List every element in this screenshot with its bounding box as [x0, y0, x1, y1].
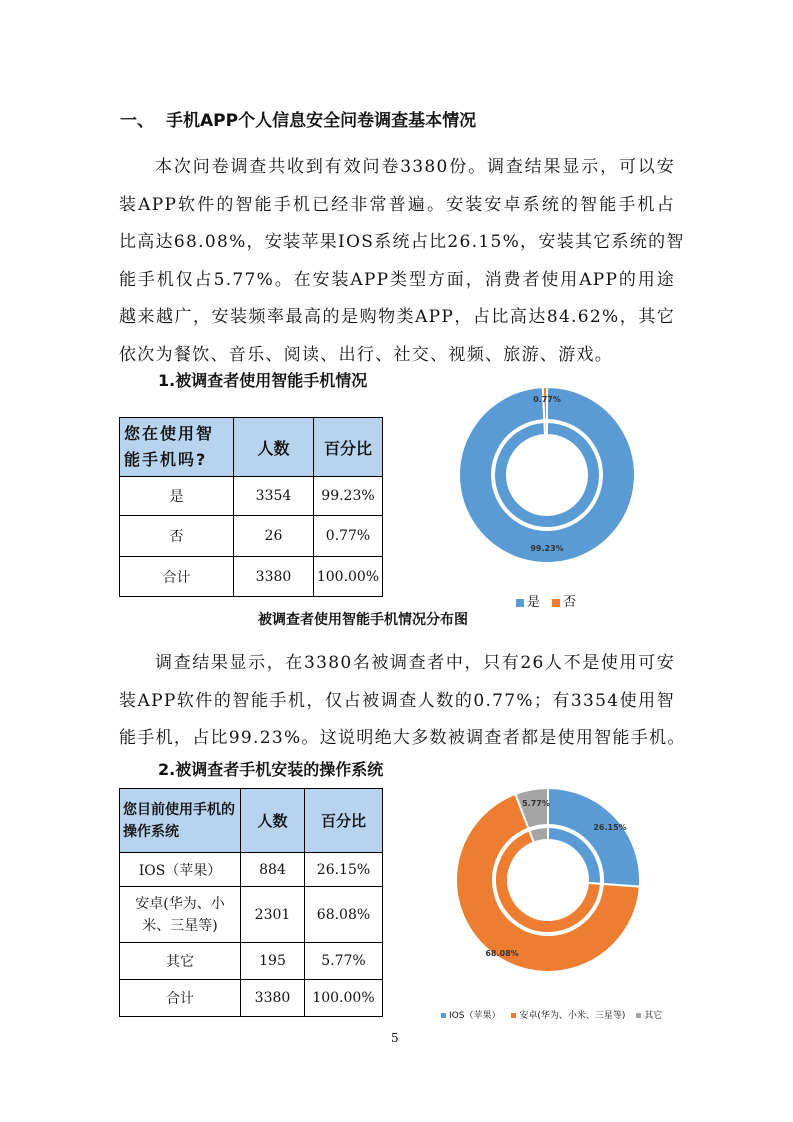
legend-swatch	[636, 1013, 641, 1018]
legend-swatch	[516, 599, 524, 607]
section-heading	[120, 106, 476, 131]
table-cell: 68.08%	[305, 887, 383, 943]
legend-label: 是	[527, 595, 541, 610]
table-cell: 否	[120, 516, 234, 557]
table-cell: 0.77%	[314, 516, 383, 557]
table-row	[120, 853, 383, 887]
paragraph-line: 比高达68.08%，安装苹果IOS系统占比26.15%，安装其它系统的智	[119, 232, 685, 252]
paragraph-line: 装APP软件的智能手机，仅占被调查人数的0.77%；有3354使用智	[119, 690, 675, 711]
legend-label: 其它	[644, 1011, 663, 1021]
table-header-percent: 百分比	[314, 418, 383, 477]
table-header-question: 您目前使用手机的操作系统	[120, 789, 241, 853]
legend-item-yes	[516, 595, 540, 610]
donut-slice-outer	[529, 827, 548, 843]
chart2-legend	[441, 1008, 670, 1021]
donut-slice-outer	[494, 422, 600, 528]
legend-swatch	[511, 1013, 516, 1018]
table-cell: 3380	[241, 980, 305, 1017]
table-header-percent: 百分比	[305, 789, 383, 853]
table-cell: 99.23%	[314, 477, 383, 516]
chart1-legend	[516, 591, 584, 610]
donut-slice-outer	[544, 422, 547, 435]
table-cell: 合计	[120, 557, 234, 597]
table-header-count: 人数	[234, 418, 314, 477]
table-cell: 合计	[120, 980, 241, 1017]
subsection-1-title: 1.被调查者使用智能手机情况	[158, 371, 368, 390]
paragraph-line: 装APP软件的智能手机已经非常普遍。安装安卓系统的智能手机占	[119, 194, 675, 215]
data-label: 0.77%	[533, 395, 561, 404]
intro-paragraph	[119, 149, 685, 374]
os-distribution-donut-chart	[450, 780, 650, 980]
legend-item-ios	[441, 1011, 500, 1021]
section-number: 一、	[120, 111, 154, 131]
table-cell: 5.77%	[305, 943, 383, 980]
legend-label: IOS（苹果）	[449, 1011, 501, 1021]
paragraph-line: 能手机，占比99.23%。这说明绝大多数被调查者都是使用智能手机。	[119, 728, 686, 748]
table-row	[120, 887, 383, 943]
table-cell: 26	[234, 516, 314, 557]
table-row	[120, 943, 383, 980]
paragraph-line: 能手机仅占5.77%。在安装APP类型方面，消费者使用APP的用途	[119, 269, 675, 290]
table-cell: 3380	[234, 557, 314, 597]
paragraph-line: 越来越广，安装频率最高的是购物类APP，占比高达84.62%，其它	[119, 307, 675, 327]
data-label: 68.08%	[485, 949, 519, 958]
result-paragraph	[119, 645, 686, 758]
table-cell: 100.00%	[305, 980, 383, 1017]
page-number: 5	[391, 1031, 399, 1045]
legend-item-android	[511, 1011, 625, 1021]
smartphone-usage-table	[119, 417, 383, 597]
os-distribution-table	[119, 788, 383, 1017]
table-row	[120, 516, 383, 557]
table-row	[120, 477, 383, 516]
subsection-2-title: 2.被调查者手机安装的操作系统	[158, 760, 384, 779]
legend-item-no	[552, 595, 576, 610]
table-cell: 2301	[241, 887, 305, 943]
table-cell: 884	[241, 853, 305, 887]
legend-label: 安卓(华为、小米、三星等)	[519, 1011, 626, 1021]
legend-item-other	[636, 1011, 662, 1021]
paragraph-line: 调查结果显示，在3380名被调查者中，只有26人不是使用可安	[155, 653, 675, 673]
section-title: 手机APP个人信息安全问卷调查基本情况	[166, 111, 477, 131]
data-label: 26.15%	[593, 823, 627, 832]
legend-swatch	[441, 1013, 446, 1018]
table-cell: 是	[120, 477, 234, 516]
legend-swatch	[552, 599, 560, 607]
table-cell: 26.15%	[305, 853, 383, 887]
table-cell: 195	[241, 943, 305, 980]
table-row	[120, 980, 383, 1017]
data-label: 5.77%	[522, 799, 550, 808]
table-header-question: 您在使用智能手机吗?	[120, 418, 234, 477]
table-cell: 100.00%	[314, 557, 383, 597]
table-cell: IOS（苹果）	[120, 853, 241, 887]
data-label: 99.23%	[530, 544, 564, 553]
paragraph-line: 依次为餐饮、音乐、阅读、出行、社交、视频、旅游、游戏。	[119, 344, 614, 365]
chart1-caption: 被调查者使用智能手机情况分布图	[258, 612, 468, 628]
table-cell: 3354	[234, 477, 314, 516]
legend-label: 否	[563, 595, 577, 610]
table-cell: 其它	[120, 943, 241, 980]
table-header-count: 人数	[241, 789, 305, 853]
smartphone-usage-donut-chart	[450, 382, 650, 567]
table-row	[120, 557, 383, 597]
paragraph-line: 本次问卷调查共收到有效问卷3380份。调查结果显示，可以安	[155, 157, 675, 177]
table-cell: 安卓(华为、小米、三星等)	[120, 887, 241, 943]
